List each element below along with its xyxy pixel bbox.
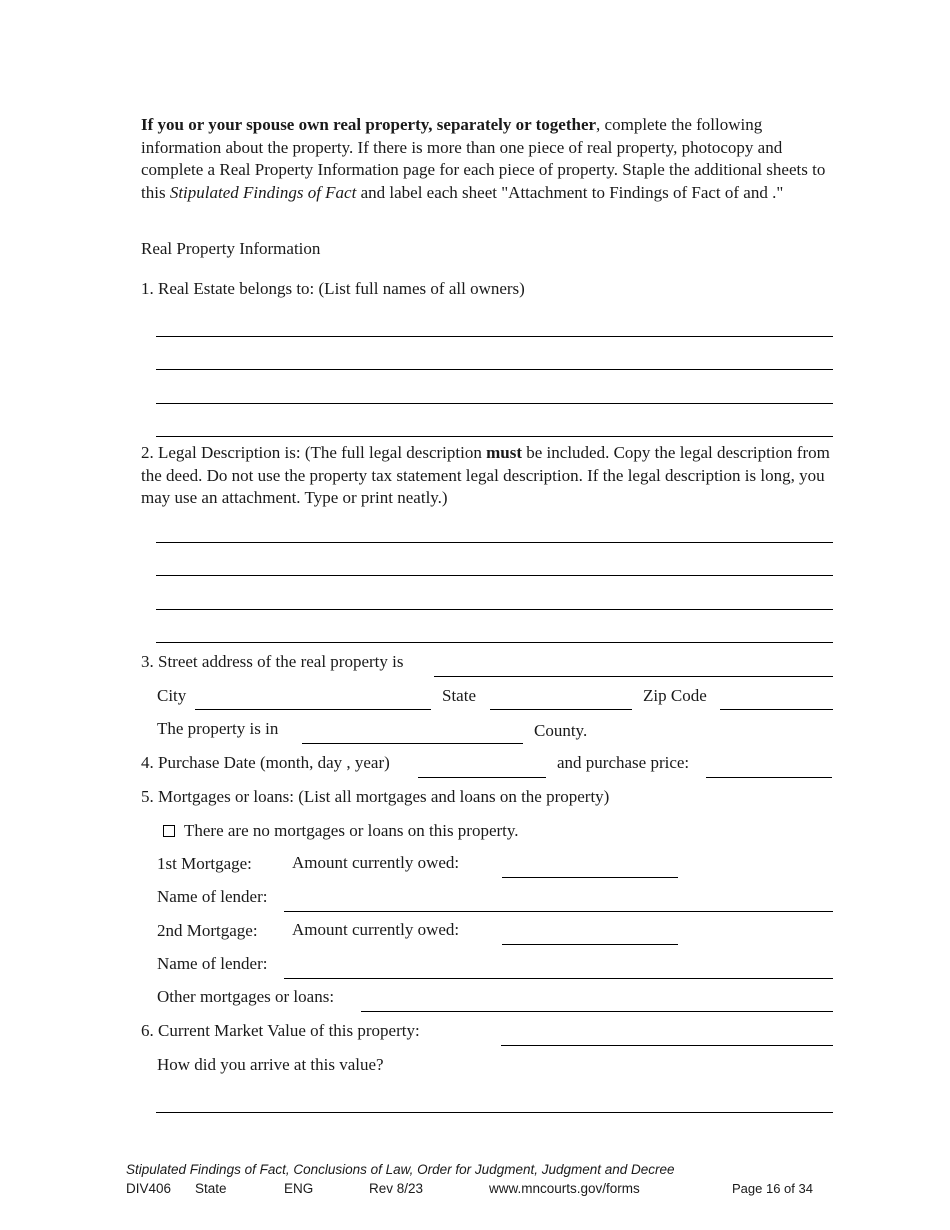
owner-line-4[interactable]: [156, 436, 833, 437]
q4-label: 4. Purchase Date (month, day , year): [141, 753, 390, 772]
lender-2-label: Name of lender:: [157, 954, 268, 973]
second-mortgage-label: 2nd Mortgage:: [157, 921, 258, 940]
footer-form-id: DIV406: [126, 1181, 172, 1196]
legal-line-1[interactable]: [156, 542, 833, 543]
zip-label: Zip Code: [643, 686, 707, 705]
how-arrived-field[interactable]: [156, 1112, 833, 1113]
market-value-field[interactable]: [501, 1045, 833, 1046]
first-mortgage-label: 1st Mortgage:: [157, 854, 252, 873]
q2-label-b: be included. Copy the legal description from the deed. Do not use the property tax statement legal description. If the legal description is long, you may use an attachment. Type or print neatly.): [141, 443, 830, 507]
footer-revision: Rev 8/23: [369, 1181, 424, 1196]
footer-language: ENG: [284, 1181, 314, 1196]
legal-line-3[interactable]: [156, 609, 833, 610]
footer-jurisdiction: State: [195, 1181, 227, 1196]
state-label: State: [442, 686, 476, 705]
owner-line-2[interactable]: [156, 369, 833, 370]
q2-label-a: 2. Legal Description is: (The full legal description: [141, 443, 487, 462]
q2-label-bold: must: [486, 443, 523, 462]
lender-1-field[interactable]: [284, 911, 833, 912]
footer-title: Stipulated Findings of Fact, Conclusions of Law, Order for Judgment, Judgment and Decree: [126, 1162, 675, 1177]
purchase-price-field[interactable]: [706, 777, 832, 778]
q1-label: 1. Real Estate belongs to: (List full names of all owners): [141, 279, 525, 298]
zip-field[interactable]: [720, 709, 833, 710]
lender-1-label: Name of lender:: [157, 887, 268, 906]
property-in-label: The property is in: [157, 719, 279, 738]
owner-line-1[interactable]: [156, 336, 833, 337]
q3-label: 3. Street address of the real property is: [141, 652, 404, 671]
lender-2-field[interactable]: [284, 978, 833, 979]
amount-owed-2-label: Amount currently owed:: [292, 920, 460, 939]
footer-url[interactable]: www.mncourts.gov/forms: [489, 1181, 640, 1196]
street-address-field[interactable]: [434, 676, 833, 677]
owner-line-3[interactable]: [156, 403, 833, 404]
no-mortgages-checkbox[interactable]: [163, 825, 175, 837]
intro-bold: If you or your spouse own real property, separately or together: [141, 115, 597, 134]
city-field[interactable]: [195, 709, 431, 710]
legal-line-4[interactable]: [156, 642, 833, 643]
purchase-price-label: and purchase price:: [557, 753, 690, 772]
intro-italic: Stipulated Findings of Fact: [169, 182, 357, 202]
q5-label: 5. Mortgages or loans: (List all mortgages and loans on the property): [141, 787, 610, 806]
intro-text-2: and label each sheet "Attachment to Findings of Fact of and .": [356, 182, 784, 202]
intro-text-1: , complete the following information about the property. If there is more than one piece of real property, photocopy and complete a Real Property Information page for each piece of property. Staple the additional sheets to this: [141, 115, 826, 202]
city-label: City: [157, 686, 187, 705]
amount-owed-2-field[interactable]: [502, 944, 678, 945]
no-mortgages-label: There are no mortgages or loans on this property.: [184, 821, 519, 840]
amount-owed-1-field[interactable]: [502, 877, 678, 878]
amount-owed-1-label: Amount currently owed:: [292, 853, 460, 872]
purchase-date-field[interactable]: [418, 777, 546, 778]
section-title: Real Property Information: [141, 239, 321, 258]
q2-label: [141, 442, 831, 510]
footer-page-number: Page 16 of 34: [732, 1181, 813, 1196]
intro-paragraph: [141, 114, 836, 204]
county-label: County.: [534, 721, 588, 740]
q6-label: 6. Current Market Value of this property:: [141, 1021, 420, 1040]
legal-line-2[interactable]: [156, 575, 833, 576]
other-mortgages-label: Other mortgages or loans:: [157, 987, 335, 1006]
state-field[interactable]: [490, 709, 632, 710]
county-field[interactable]: [302, 743, 523, 744]
other-mortgages-field[interactable]: [361, 1011, 833, 1012]
how-arrived-label: How did you arrive at this value?: [157, 1055, 384, 1074]
